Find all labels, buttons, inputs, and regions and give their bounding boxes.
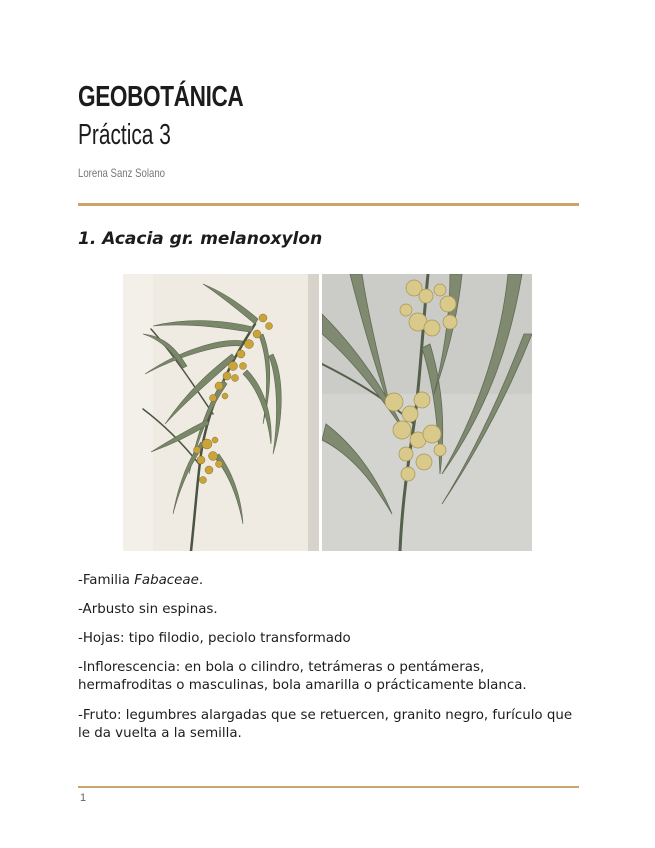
specimen-photo-detail xyxy=(322,274,532,551)
family-name: Fabaceae xyxy=(134,573,199,588)
page-number: 1 xyxy=(80,792,87,804)
author-name: Lorena Sanz Solano xyxy=(78,166,165,180)
section-heading: 1. Acacia gr. melanoxylon xyxy=(78,229,323,249)
description-item xyxy=(78,659,578,695)
description-text: -Hojas: tipo filodio, peciolo transformado xyxy=(78,631,351,646)
herbarium-specimen-photo-detail xyxy=(322,274,532,551)
document-subtitle: Práctica 3 xyxy=(78,119,171,151)
header-divider xyxy=(78,203,579,206)
description-text: -Familia xyxy=(78,573,135,588)
description-item xyxy=(78,601,578,619)
herbarium-specimen-photo-full xyxy=(123,274,319,551)
specimen-photo-full xyxy=(123,274,319,551)
description-text: -Fruto: legumbres alargadas que se retuercen, granito negro, furículo que le da vuelta a la semilla. xyxy=(78,708,573,741)
description-text: . xyxy=(198,573,204,588)
document-title: GEOBOTÁNICA xyxy=(78,81,244,113)
footer-divider xyxy=(78,786,579,788)
description-item xyxy=(78,572,578,590)
description-text: -Inflorescencia: en bola o cilindro, tetrámeras o pentámeras, hermafroditas o masculinas, bola amarilla o prácticamente blanca. xyxy=(78,660,527,693)
description-item xyxy=(78,630,578,648)
description-text: -Arbusto sin espinas. xyxy=(78,602,218,617)
description-item xyxy=(78,707,578,743)
